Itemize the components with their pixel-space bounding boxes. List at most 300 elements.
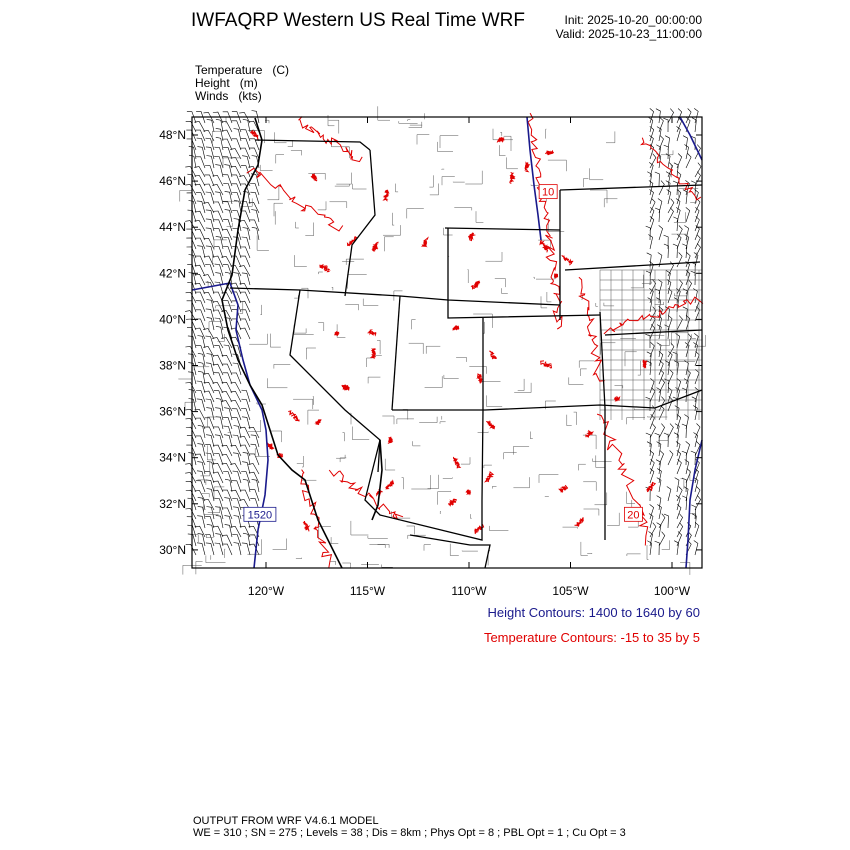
wind-barb	[206, 480, 214, 492]
height-contour	[680, 117, 702, 160]
wind-barb	[250, 184, 259, 196]
county-line	[425, 376, 443, 387]
temperature-contour	[423, 238, 428, 246]
wind-barb	[194, 122, 205, 133]
county-line	[662, 540, 670, 549]
county-line	[504, 453, 517, 460]
wind-barb	[215, 147, 224, 159]
wind-barb	[232, 534, 241, 546]
state-border	[565, 262, 700, 270]
wind-barb	[677, 378, 681, 393]
county-line	[257, 236, 269, 251]
wind-barb	[650, 108, 654, 123]
temperature-contour	[388, 437, 392, 443]
temperature-contour	[559, 485, 567, 492]
wind-barb	[232, 409, 241, 420]
wind-barb	[223, 183, 232, 195]
county-line	[513, 477, 529, 488]
wind-barb	[206, 399, 214, 411]
county-line	[367, 358, 373, 367]
wind-barb	[695, 369, 699, 384]
wind-barb	[666, 181, 670, 195]
wind-barb	[195, 454, 205, 465]
wind-barb	[240, 328, 250, 339]
wind-barb	[664, 235, 669, 249]
state-border	[392, 296, 400, 410]
lat-label: 34°N	[159, 450, 186, 465]
county-line	[331, 537, 338, 544]
wind-barb	[185, 221, 196, 231]
wind-barb	[682, 451, 687, 465]
wind-barb	[695, 207, 699, 222]
model-version: OUTPUT FROM WRF V4.6.1 MODEL	[193, 815, 379, 827]
county-line	[305, 223, 313, 236]
wind-barb	[222, 544, 232, 555]
temperature-contour	[372, 349, 376, 358]
wind-barb	[223, 175, 232, 186]
wind-barb	[694, 253, 698, 268]
wind-barb	[206, 336, 215, 348]
wind-barb	[677, 504, 681, 519]
wind-barb	[215, 408, 223, 420]
wind-barb	[234, 516, 242, 529]
county-line	[487, 395, 503, 406]
wind-barb	[187, 139, 196, 150]
county-line	[442, 169, 444, 170]
wind-barb	[676, 442, 680, 457]
wind-barb	[186, 409, 197, 420]
wind-barb	[240, 427, 250, 438]
wind-barb	[645, 334, 650, 348]
wind-barb	[242, 273, 250, 285]
county-line	[454, 208, 472, 211]
temperature-contour	[586, 431, 593, 438]
wind-barb	[206, 210, 214, 222]
wind-barb	[657, 523, 661, 537]
height-contours	[192, 117, 702, 568]
county-line	[634, 409, 650, 410]
county-line	[319, 272, 323, 274]
wind-barb	[232, 193, 241, 205]
county-line	[547, 292, 552, 302]
wind-barb	[223, 417, 232, 429]
county-line	[465, 171, 482, 184]
height-contour	[527, 117, 541, 240]
county-line	[306, 348, 316, 359]
wind-barb	[659, 370, 664, 385]
wind-barb	[677, 459, 681, 474]
county-line	[468, 270, 469, 284]
wind-barb	[692, 118, 696, 132]
county-line	[482, 381, 501, 382]
county-line	[507, 157, 518, 168]
wind-barb	[647, 541, 651, 555]
county-line	[382, 565, 393, 568]
wind-barb	[657, 496, 661, 510]
wind-barb	[677, 280, 683, 294]
temperature-contour-legend: Temperature Contours: -15 to 35 by 5	[483, 630, 700, 645]
county-line	[485, 252, 502, 261]
county-line	[247, 539, 261, 554]
county-line	[385, 237, 394, 252]
wind-barb	[216, 326, 223, 339]
wind-barb	[673, 244, 678, 258]
wind-barb	[213, 490, 223, 501]
wind-barb	[249, 544, 259, 555]
state-border	[445, 228, 560, 230]
county-line	[541, 296, 547, 308]
wind-barb	[674, 433, 678, 447]
county-line	[647, 416, 667, 417]
wind-barb	[249, 472, 259, 483]
state-border	[345, 150, 375, 296]
county-line	[649, 334, 665, 335]
lat-label: 48°N	[159, 128, 186, 142]
county-line	[438, 492, 451, 505]
wind-barb	[215, 534, 223, 546]
wind-barb	[668, 396, 672, 411]
state-border	[482, 318, 483, 500]
wind-barb	[213, 445, 223, 456]
wind-barb	[243, 452, 250, 465]
wind-barb	[187, 247, 197, 258]
wind-barb	[185, 464, 196, 475]
wind-barb	[682, 424, 687, 438]
state-border	[255, 140, 370, 150]
county-line	[584, 178, 589, 187]
county-line	[604, 303, 614, 306]
county-line	[403, 410, 408, 420]
county-line	[351, 521, 369, 535]
wind-barb	[224, 516, 232, 528]
temperature-contour	[449, 499, 457, 506]
county-line	[490, 526, 509, 531]
county-line	[518, 379, 524, 391]
wind-barb	[655, 541, 660, 555]
wind-barb	[683, 190, 688, 204]
wind-barb	[674, 163, 678, 177]
county-line	[504, 136, 511, 151]
wind-barb	[207, 461, 214, 474]
wind-barb	[222, 364, 232, 375]
county-line	[607, 513, 619, 526]
county-line	[276, 155, 284, 164]
county-line	[428, 475, 439, 489]
county-line	[412, 320, 416, 330]
wind-barb	[650, 424, 656, 438]
wind-barb	[686, 207, 690, 222]
wind-barb	[186, 238, 196, 249]
wind-barb	[646, 433, 651, 447]
wind-barb	[223, 265, 232, 276]
wind-barb	[206, 309, 214, 321]
county-line	[274, 364, 290, 368]
county-line	[348, 275, 367, 289]
county-line	[574, 412, 577, 425]
county-line	[499, 145, 505, 155]
wind-barb	[673, 217, 678, 231]
wind-barb	[691, 505, 696, 519]
wind-barb	[197, 399, 205, 411]
wind-barb	[656, 460, 660, 474]
wind-barb	[213, 256, 223, 267]
county-line	[545, 401, 556, 409]
county-line	[514, 383, 531, 393]
county-line	[294, 295, 298, 298]
wind-barb	[646, 271, 651, 285]
county-line	[275, 132, 287, 143]
temperature-contour	[289, 411, 300, 421]
wind-barb	[240, 526, 250, 537]
temperature-contour	[485, 472, 493, 482]
state-border	[560, 185, 702, 190]
wind-barb	[241, 130, 250, 141]
wind-barb	[223, 157, 232, 168]
temperature-contour	[316, 420, 321, 425]
wind-barb	[198, 353, 205, 366]
wind-barb	[215, 273, 223, 285]
wind-barb	[212, 383, 223, 394]
wind-barb	[185, 382, 196, 393]
county-line	[691, 334, 696, 338]
county-line	[583, 482, 596, 491]
temperature-contour	[335, 332, 340, 336]
wind-barb	[694, 541, 698, 556]
wind-barb	[212, 185, 223, 196]
wind-barb	[205, 472, 214, 483]
wind-barb	[223, 247, 232, 259]
wind-barb	[242, 399, 251, 411]
county-line	[363, 299, 378, 306]
wind-barb	[239, 266, 250, 276]
wind-barb	[239, 112, 250, 123]
wind-barb	[233, 507, 241, 519]
county-line	[409, 343, 424, 354]
county-line	[495, 278, 506, 287]
wind-barb	[205, 264, 214, 276]
wind-barb	[650, 325, 655, 340]
wind-barb	[230, 464, 241, 474]
county-line	[180, 190, 193, 201]
wind-barb	[666, 172, 670, 186]
county-line	[424, 545, 431, 551]
wind-barb	[686, 334, 691, 348]
wind-barb	[240, 301, 250, 312]
county-line	[302, 456, 303, 467]
county-line	[539, 475, 558, 483]
wind-barb	[695, 235, 700, 249]
county-line	[440, 136, 458, 148]
temperature-contour	[247, 168, 343, 231]
temperature-contour	[643, 360, 647, 368]
wind-barb	[187, 193, 196, 204]
wind-barb	[186, 445, 196, 456]
wind-barb	[694, 433, 698, 448]
county-line	[296, 222, 299, 228]
wind-barb	[197, 147, 205, 159]
county-line	[580, 369, 586, 376]
temperature-contour	[575, 517, 584, 526]
wind-barb	[659, 181, 664, 195]
county-line	[548, 160, 567, 171]
wind-barb	[683, 136, 687, 150]
county-line	[385, 459, 395, 470]
wind-barb	[668, 208, 674, 222]
wind-barb	[206, 147, 214, 159]
wind-barb	[695, 216, 699, 231]
lat-label: 36°N	[159, 404, 186, 419]
wind-barb	[213, 526, 223, 537]
county-line	[442, 177, 455, 186]
wind-barb	[658, 280, 662, 295]
wind-barb	[647, 352, 652, 366]
wind-barb	[234, 543, 242, 556]
wind-barb	[677, 154, 682, 169]
county-line	[407, 526, 415, 535]
county-line	[440, 422, 446, 424]
wind-barb	[214, 220, 223, 231]
wind-barb	[196, 391, 205, 403]
temperature-contours	[247, 113, 703, 568]
wind-barb	[198, 362, 205, 375]
county-line	[579, 464, 586, 470]
wind-barb	[206, 435, 214, 447]
wind-barb	[677, 316, 683, 330]
wind-barb	[215, 165, 223, 177]
lat-label: 42°N	[159, 266, 186, 281]
wind-barb	[649, 162, 653, 177]
county-line	[569, 377, 584, 384]
county-line	[462, 551, 478, 552]
wind-barb	[185, 508, 196, 519]
wind-barb	[650, 342, 654, 357]
wind-barb	[186, 427, 196, 438]
wind-barb	[186, 292, 196, 303]
county-line	[492, 486, 496, 488]
county-line	[318, 323, 324, 331]
county-line	[368, 377, 380, 383]
wind-barb	[231, 391, 242, 402]
wind-barb	[648, 235, 652, 250]
model-config: WE = 310 ; SN = 275 ; Levels = 38 ; Dis = 8km ; Phys Opt = 8 ; PBL Opt = 1 ; Cu Opt = 3	[193, 827, 626, 839]
wind-barb	[691, 451, 696, 465]
temperature-contour	[562, 255, 573, 265]
wind-barb	[657, 478, 661, 492]
wind-barb	[649, 181, 653, 196]
lon-label: 110°W	[451, 584, 487, 598]
county-line	[583, 435, 596, 449]
county-line	[330, 561, 336, 565]
wind-barb	[692, 397, 697, 411]
county-line	[206, 555, 226, 562]
temperature-contour	[466, 490, 470, 494]
wind-barb	[204, 391, 214, 402]
temperature-contour	[386, 481, 393, 489]
county-line	[267, 378, 287, 388]
county-line	[590, 168, 604, 180]
wind-barb	[646, 226, 651, 240]
wind-barb	[655, 172, 660, 186]
wind-barb	[677, 532, 682, 547]
county-line	[382, 416, 394, 424]
wind-barb	[232, 139, 241, 150]
wind-barb	[676, 207, 680, 222]
wind-barb	[667, 487, 671, 502]
county-line	[273, 539, 287, 550]
lon-label: 120°W	[247, 584, 285, 598]
temperature-contour	[489, 351, 497, 359]
wind-barb	[668, 424, 673, 438]
wind-barb	[206, 219, 214, 231]
county-line	[627, 554, 641, 556]
county-line	[530, 432, 533, 439]
wind-barb	[657, 442, 661, 456]
wind-barb	[682, 478, 687, 492]
contour-label: 20	[627, 509, 640, 522]
temperature-contour	[541, 361, 552, 368]
wind-barb	[223, 237, 232, 249]
county-line	[210, 555, 211, 559]
wind-barb	[682, 244, 687, 258]
wind-barb	[250, 454, 260, 465]
wind-barb	[187, 301, 196, 312]
temperature-contour	[554, 274, 557, 278]
wind-barb	[682, 496, 687, 510]
temperature-contour	[304, 521, 309, 531]
wind-barb	[195, 211, 205, 222]
temperature-contour	[469, 233, 475, 241]
wind-barb	[240, 148, 250, 159]
wind-barb	[222, 229, 232, 240]
wind-barb	[646, 397, 651, 411]
wind-barb	[206, 543, 214, 555]
temperature-contour	[478, 374, 482, 383]
wind-barb	[674, 541, 678, 555]
wind-barb	[197, 462, 205, 474]
wind-barb	[215, 264, 223, 276]
wind-barb	[664, 514, 669, 528]
wind-barb	[664, 433, 669, 447]
wind-barb	[196, 301, 205, 312]
temperature-contour	[312, 174, 317, 181]
wind-barb	[195, 418, 205, 429]
wind-barb	[223, 472, 232, 484]
county-line	[194, 367, 209, 370]
wind-barb	[240, 445, 250, 456]
county-line	[601, 343, 616, 355]
wind-barb	[234, 129, 242, 142]
wind-barb	[655, 289, 660, 303]
wind-barb	[232, 184, 241, 195]
wind-barb	[666, 271, 670, 286]
wind-barb	[196, 481, 205, 492]
wind-barb	[204, 112, 215, 123]
county-line	[647, 545, 649, 559]
temperature-contour	[525, 163, 529, 172]
county-line	[604, 199, 617, 207]
wind-barb	[242, 390, 251, 402]
lon-label: 115°W	[349, 584, 386, 598]
county-line	[240, 301, 243, 313]
wind-barb	[655, 208, 660, 222]
wind-barb	[684, 379, 688, 393]
county-line	[533, 277, 534, 279]
county-line	[402, 478, 404, 490]
wind-barb	[196, 157, 205, 168]
wind-barb	[222, 490, 232, 501]
county-line	[377, 340, 380, 354]
county-line	[336, 173, 351, 185]
